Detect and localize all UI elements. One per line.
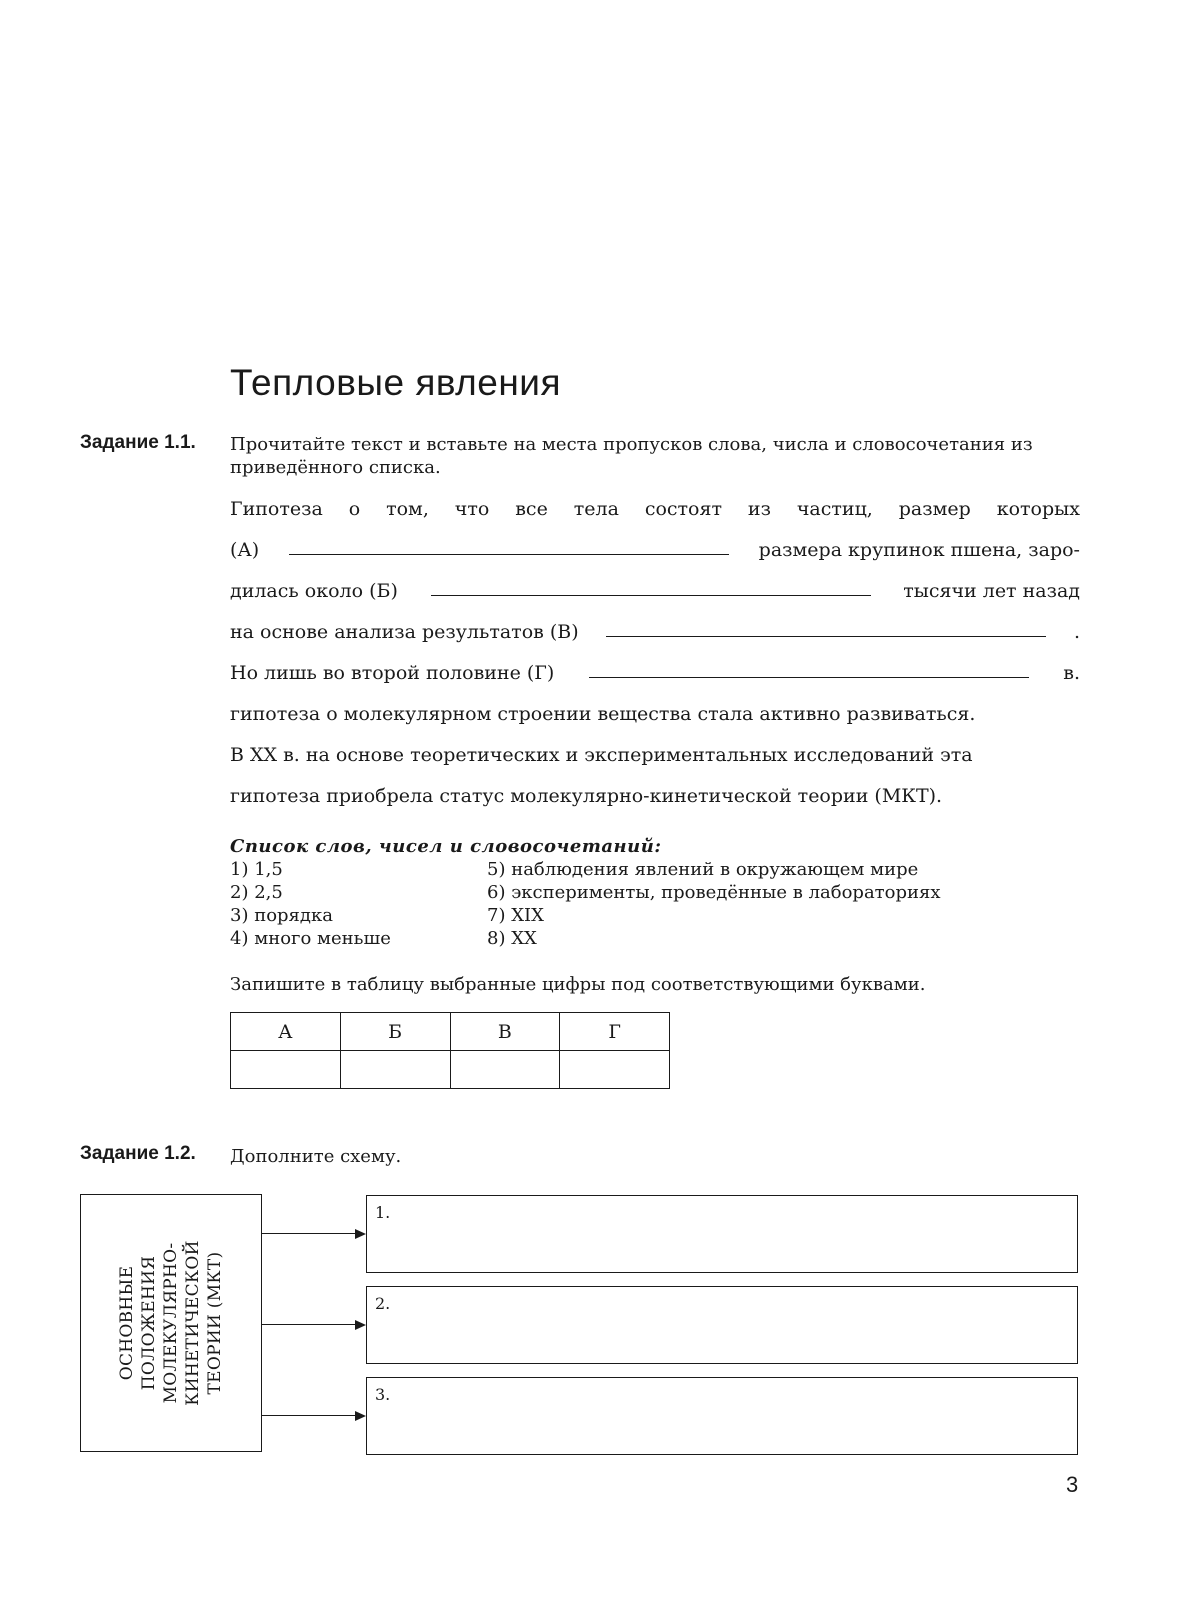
word: Гипотеза (230, 498, 323, 520)
word: все (515, 498, 548, 520)
blank-b[interactable] (431, 577, 871, 596)
arrow-line (262, 1233, 356, 1234)
box-number: 3. (375, 1385, 391, 1404)
page-number: 3 (1066, 1472, 1079, 1497)
box-number: 1. (375, 1203, 391, 1222)
list-right-column (487, 858, 941, 950)
word: что (454, 498, 490, 520)
text-line-2 (230, 536, 1080, 564)
text-line-6: гипотеза о молекулярном строении вещества стала активно развиваться. (230, 703, 976, 725)
text-segment: (А) (230, 539, 260, 561)
blank-v[interactable] (606, 618, 1046, 637)
blank-g[interactable] (589, 659, 1029, 678)
answer-table-header: В (450, 1013, 560, 1051)
answer-table-header: А (231, 1013, 341, 1051)
scheme-source-line: ТЕОРИИ (МКТ) (205, 1251, 225, 1395)
list-item: 1) 1,5 (230, 859, 283, 880)
text-segment: размера крупинок пшена, заро- (758, 539, 1080, 561)
scheme-answer-box-2[interactable] (366, 1286, 1078, 1364)
text-segment: дилась около (Б) (230, 580, 398, 602)
scheme-source-line: ОСНОВНЫЕ (117, 1265, 137, 1381)
text-line-4 (230, 618, 1080, 646)
word: о (348, 498, 361, 520)
text-segment: . (1073, 621, 1080, 643)
arrow-head-icon (355, 1320, 366, 1330)
word: которых (996, 498, 1080, 520)
scheme-source-line: КИНЕТИЧЕСКОЙ (183, 1240, 203, 1406)
task-1-1-label: Задание 1.1. (80, 432, 196, 453)
task-1-2-instruction: Дополните схему. (230, 1146, 402, 1167)
scheme-source-text (116, 1203, 226, 1443)
text-segment: тысячи лет назад (903, 580, 1080, 602)
text-segment: на основе анализа результатов (В) (230, 621, 579, 643)
list-item: 5) наблюдения явлений в окружающем мире (487, 859, 919, 880)
list-left-column (230, 858, 391, 950)
answer-table-header: Г (560, 1013, 670, 1051)
word: тела (573, 498, 619, 520)
task-1-2-label: Задание 1.2. (80, 1143, 196, 1164)
answer-table-header-row (231, 1013, 670, 1051)
word: том, (386, 498, 429, 520)
list-heading: Список слов, чисел и словосочетаний: (230, 836, 662, 857)
text-line-8: гипотеза приобрела статус молекулярно-кинетической теории (МКТ). (230, 785, 943, 807)
word: из (747, 498, 771, 520)
answer-cell-g[interactable] (560, 1051, 670, 1089)
scheme-source-box (80, 1194, 262, 1452)
page-title: Тепловые явления (230, 362, 561, 403)
blank-a[interactable] (289, 536, 729, 555)
text-line-3 (230, 577, 1080, 605)
table-instruction: Запишите в таблицу выбранные цифры под соответствующими буквами. (230, 974, 926, 995)
arrow-head-icon (355, 1229, 366, 1239)
word: размер (898, 498, 971, 520)
text-line-7: В XX в. на основе теоретических и экспериментальных исследований эта (230, 744, 973, 766)
box-number: 2. (375, 1294, 391, 1313)
list-item: 7) XIX (487, 905, 544, 926)
scheme-answer-box-1[interactable] (366, 1195, 1078, 1273)
scheme-answer-box-3[interactable] (366, 1377, 1078, 1455)
arrow-head-icon (355, 1411, 366, 1421)
arrow-line (262, 1324, 356, 1325)
list-item: 6) эксперименты, проведённые в лабораториях (487, 882, 941, 903)
word: состоят (644, 498, 722, 520)
text-line-1 (230, 495, 1080, 523)
list-item: 4) много меньше (230, 928, 391, 949)
text-segment: Но лишь во второй половине (Г) (230, 662, 555, 684)
arrow-line (262, 1415, 356, 1416)
answer-table (230, 1012, 670, 1089)
list-item: 3) порядка (230, 905, 333, 926)
task-1-1-instruction: Прочитайте текст и вставьте на места пропусков слова, числа и словосочетания из приведённого списка. (230, 434, 1033, 478)
text-line-5 (230, 659, 1080, 687)
answer-cell-v[interactable] (450, 1051, 560, 1089)
list-item: 2) 2,5 (230, 882, 283, 903)
answer-table-header: Б (340, 1013, 450, 1051)
list-item: 8) XX (487, 928, 537, 949)
answer-table-input-row (231, 1051, 670, 1089)
text-segment: в. (1063, 662, 1080, 684)
scheme-source-line: МОЛЕКУЛЯРНО- (161, 1242, 181, 1404)
word: частиц, (796, 498, 873, 520)
scheme-source-line: ПОЛОЖЕНИЯ (139, 1255, 159, 1391)
answer-cell-a[interactable] (231, 1051, 341, 1089)
answer-cell-b[interactable] (340, 1051, 450, 1089)
